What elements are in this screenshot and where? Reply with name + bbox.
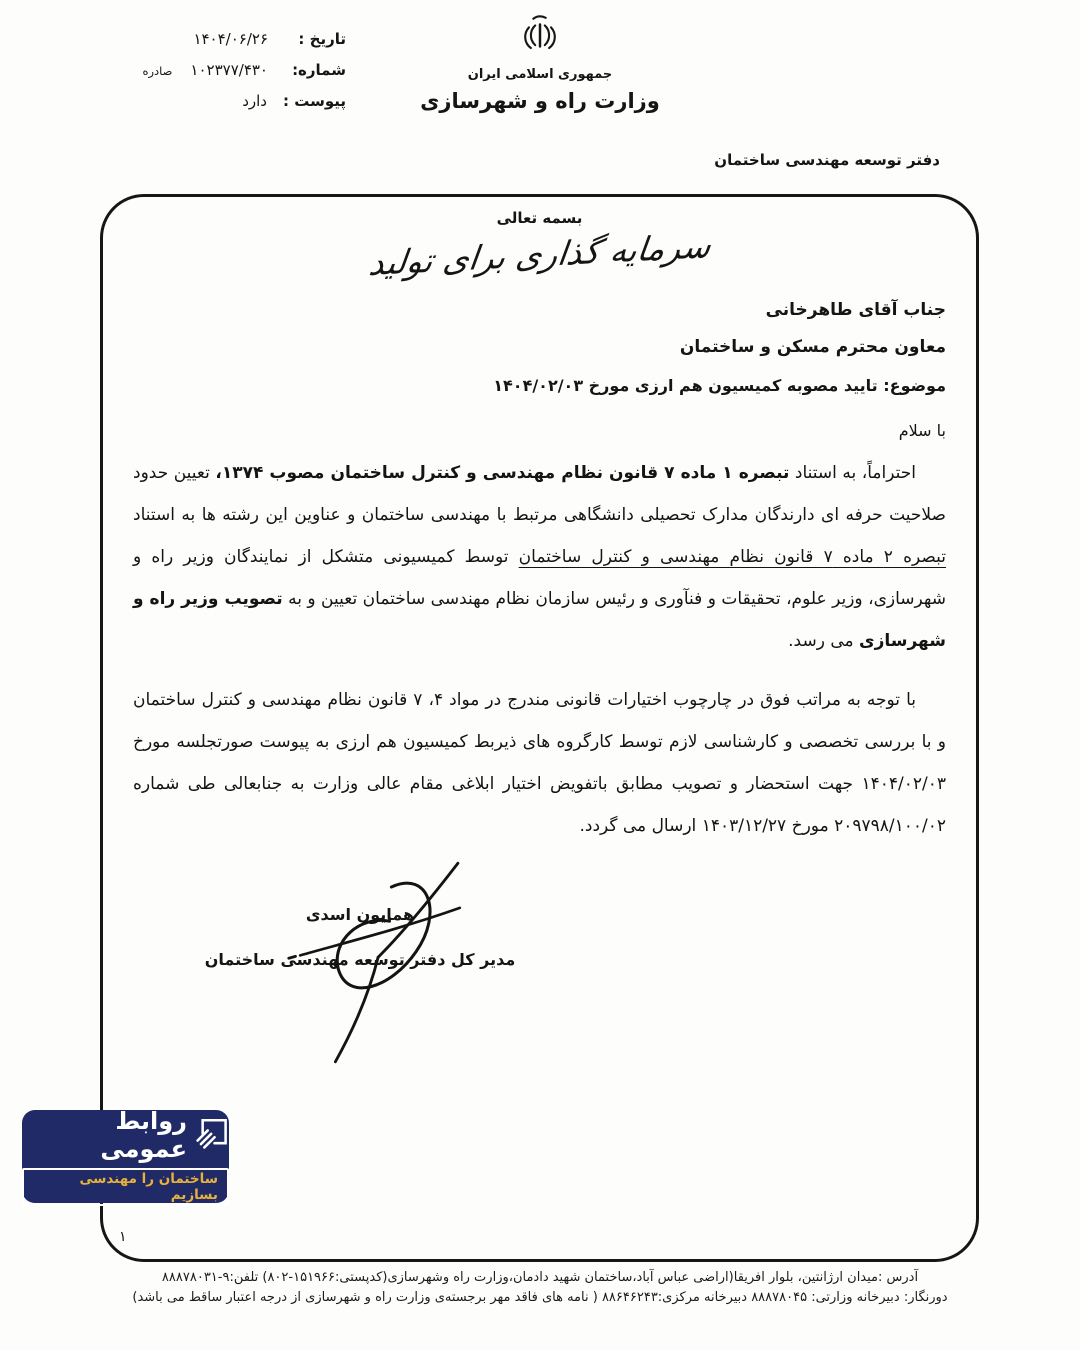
footer-address-line: آدرس :میدان ارژانتین، بلوار افریقا(اراضی عباس آباد،ساختمان شهید دادمان،وزارت راه وشهرسازی(کدپستی:۱۵۱۹۶۶-۸۰۲) تلفن:۹-۸۸۸۷۸۰۳۱ (161, 1270, 919, 1285)
para1-seg2-bold: تبصره ۱ ماده ۷ قانون نظام مهندسی و کنترل ساختمان مصوب ۱۳۷۴، (215, 463, 790, 483)
ministry-title: وزارت راه و شهرسازی (420, 89, 660, 113)
iran-emblem-icon (517, 12, 563, 64)
paragraph-1 (133, 452, 946, 662)
number-suffix: صادره (142, 64, 173, 78)
para1-seg1: احتراماً، به استناد (789, 463, 916, 483)
date-label: تاریخ : (298, 30, 346, 48)
para1-seg5: توسط کمیسیونی متشکل از نمایندگان وزیر راه و شهرسازی، وزیر علوم، تحقیقات و فنآوری و رئیس سازمان نظام مهندسی ساختمان تعیین و به (133, 547, 946, 609)
badge-subtitle: ساختمان را مهندسی بسازیم (22, 1168, 229, 1206)
badge-title-row (22, 1107, 229, 1163)
republic-title: جمهوری اسلامی ایران (467, 67, 613, 82)
signature-block (195, 897, 525, 969)
letter-body-frame (100, 194, 979, 1262)
signer-title: مدیر کل دفتر توسعه مهندسی ساختمان (204, 950, 516, 969)
year-slogan-calligraphy: سرمایه گذاری برای تولید (366, 225, 713, 284)
attachment-value: دارد (242, 92, 267, 110)
para1-seg6-bold: تصویب وزیر راه و شهرسازی (133, 589, 946, 651)
para1-seg7: می رسد. (788, 631, 860, 651)
attachment-label: پیوست : (282, 92, 346, 110)
recipient-name: جناب آقای طاهرخانی (765, 300, 946, 320)
letterhead-center (0, 12, 1080, 113)
footer-fax-line: دورنگار: دبیرخانه وزارتی: ۸۸۸۷۸۰۴۵ دبیرخانه مرکزی:۸۸۶۴۶۲۴۳ ( نامه های فاقد مهر برجسته‌ی وزارت راه و شهرسازی از درجه اعتبار ساقط می باشد) (132, 1290, 948, 1306)
public-relations-badge (22, 1107, 229, 1203)
recipient-title: معاون محترم مسکن و ساختمان (679, 337, 946, 357)
para1-seg3: تعیین حدود صلاحیت حرفه ای دارندگان مدارک تحصیلی دانشگاهی مرتبط با مهندسی ساختمان و عناوین این رشته ها به استناد (133, 463, 946, 525)
date-value: ۱۴۰۴/۰۶/۲۶ (193, 30, 268, 48)
page-number: ۱ (119, 1229, 127, 1245)
signer-name: همایون اسدی (305, 905, 415, 924)
building-logo-icon (195, 1116, 229, 1154)
office-name: دفتر توسعه مهندسی ساختمان (714, 151, 940, 169)
salutation: با سلام (898, 421, 946, 440)
number-label: شماره: (292, 61, 346, 79)
paragraph-2: با توجه به مراتب فوق در چارچوب اختیارات قانونی مندرج در مواد ۴، ۷ قانون نظام مهندسی و کنترل ساختمان و با بررسی تخصصی و کارشناسی لازم توسط کارگروه های ذیربط کمیسیون هم ارزی به پیوست صورتجلسه مورخ ۱۴۰۴/۰۲/۰۳ جهت استحضار و تصویب مطابق باتفویض اختیار ابلاغی مقام عالی وزارت به جنابعالی طی شماره ۲۰۹۷۹۸/۱۰۰/۰۲ مورخ ۱۴۰۳/۱۲/۲۷ ارسال می گردد. (133, 690, 946, 836)
badge-title: روابط عمومی (100, 1107, 187, 1163)
para1-seg4-underlined: تبصره ۲ ماده ۷ قانون نظام مهندسی و کنترل ساختمان (518, 547, 946, 567)
footer-contact-block (35, 1268, 1045, 1308)
year-slogan-wrap (133, 225, 946, 284)
number-value: ۱۰۲۳۷۷/۴۳۰ (190, 61, 268, 79)
subject-line: موضوع: تایید مصوبه کمیسیون هم ارزی مورخ ۱۴۰۴/۰۲/۰۳ (493, 376, 946, 395)
besmeleh-text: بسمه تعالی (496, 209, 583, 227)
